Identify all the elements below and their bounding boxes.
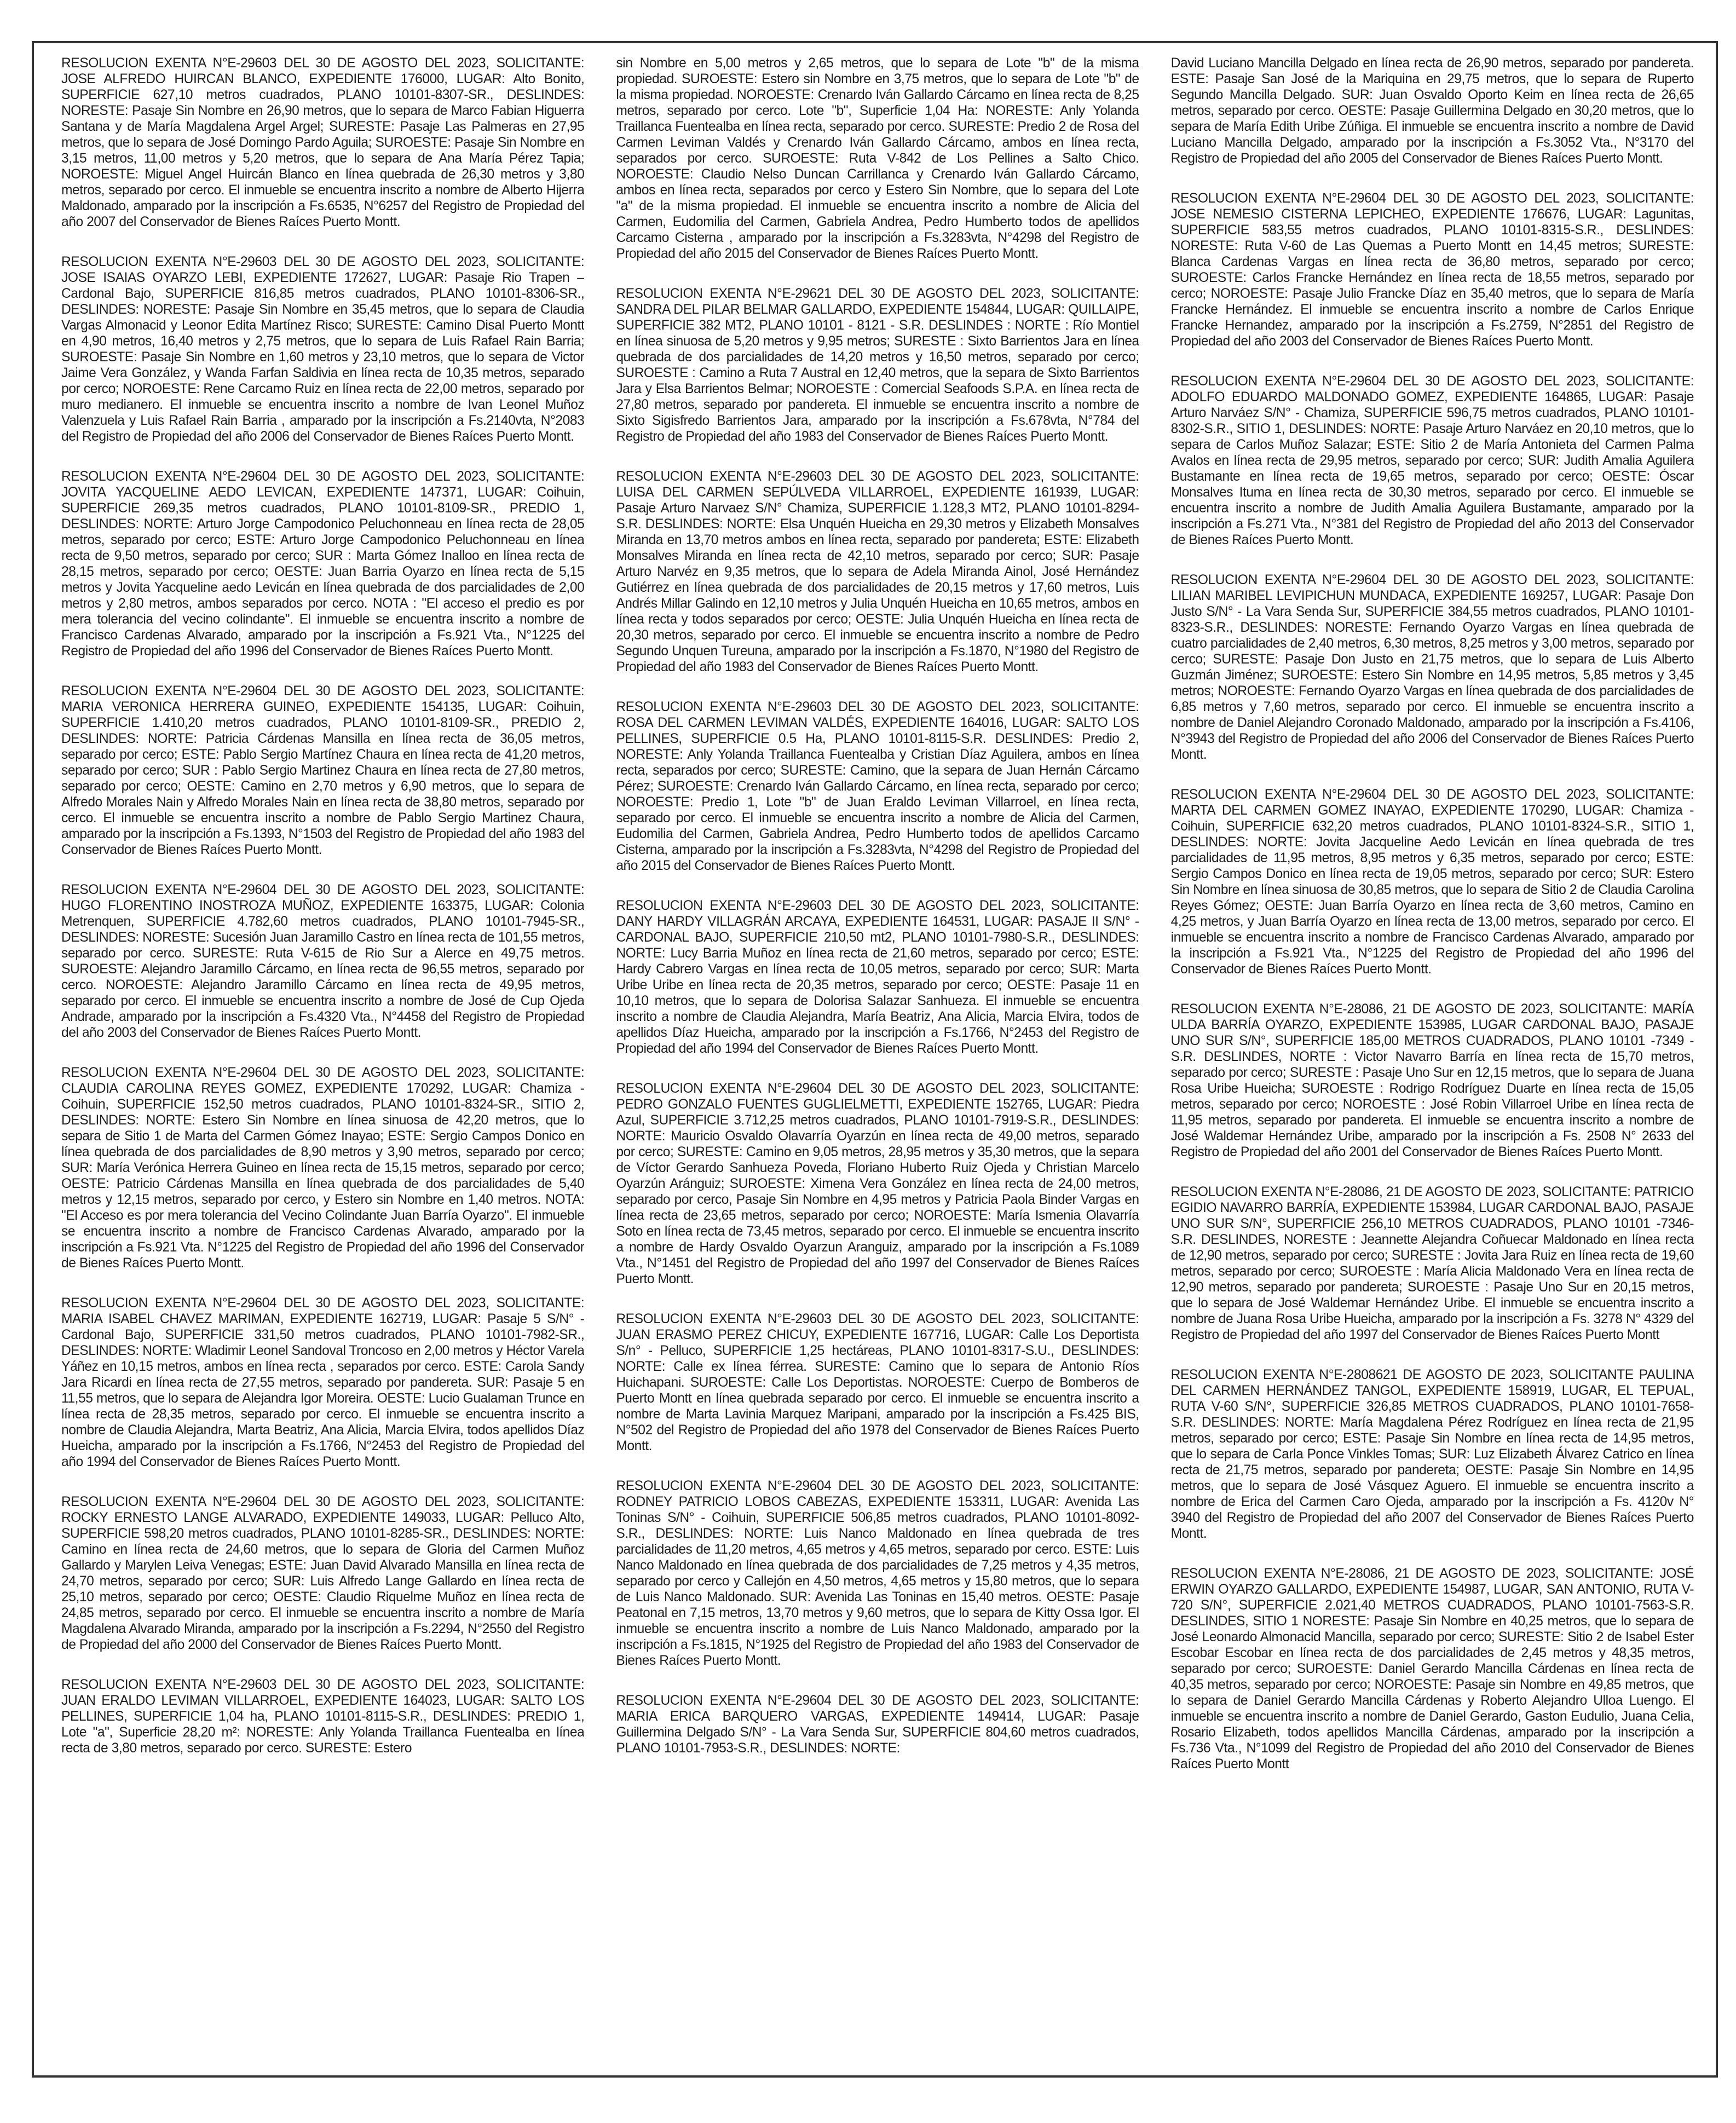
column-middle (616, 55, 1139, 2064)
column-left (61, 55, 584, 2064)
notice-resolution: RESOLUCION EXENTA N°E-29603 DEL 30 DE AGOSTO DEL 2023, SOLICITANTE: DANY HARDY VILLAGRÁN ARCAYA, EXPEDIENTE 164531, LUGAR: PASAJE II S/N° -CARDONAL BAJO, SUPERFICIE 210,50 mt2, PLANO 10101-7980-S.R., DESLINDES: NORTE: Lucy Barria Muñoz en línea recta de 21,60 metros, separado por cerco; ESTE: Hardy Cabrero Vargas en línea recta de 10,05 metros, separado por cerco; SUR: Marta Uribe Uribe en línea recta de 20,35 metros, separado por cerco; OESTE: Pasaje 11 en 10,10 metros, que lo separa de Dolorisa Salazar Sanhueza. El inmueble se encuentra inscrito a nombre de Claudia Alejandra, María Beatriz, Ana Alicia, Marcia Elvira, todos de apellidos Díaz Hueicha, amparado por la inscripción a Fs.1766, N°2453 del Registro de Propiedad del año 1994 del Conservador de Bienes Raíces Puerto Montt. (616, 898, 1139, 1056)
notice-resolution: RESOLUCION EXENTA N°E-29604 DEL 30 DE AGOSTO DEL 2023, SOLICITANTE: PEDRO GONZALO FUENTES GUGLIELMETTI, EXPEDIENTE 152765, LUGAR: Piedra Azul, SUPERFICIE 3.712,25 metros cuadrados, PLANO 10101-7919-S.R., DESLINDES: NORTE: Mauricio Osvaldo Olavarría Oyarzún en línea recta de 49,00 metros, separado por cerco; SURESTE: Camino en 9,05 metros, 28,95 metros y 35,30 metros, que la separa de Víctor Gerardo Sanhueza Poveda, Floriano Huberto Ruiz Ojeda y Christian Marcelo Oyarzún Aránguiz; SUROESTE: Ximena Vera González en línea recta de 24,00 metros, separado por cerco, Pasaje Sin Nombre en 4,95 metros y Patricia Paola Binder Vargas en línea recta de 23,65 metros, separado por cerco; NOROESTE: María Ismenia Olavarría Soto en línea recta de 73,45 metros, separado por cerco. El inmueble se encuentra inscrito a nombre de Hardy Osvaldo Oyarzun Aranguiz, amparado por la inscripción a Fs.1089 Vta., N°1451 del Registro de Propiedad del año 1997 del Conservador de Bienes Raíces Puerto Montt. (616, 1081, 1139, 1287)
notice-resolution: RESOLUCION EXENTA N°E-29603 DEL 30 DE AGOSTO DEL 2023, SOLICITANTE: ROSA DEL CARMEN LEVIMAN VALDÉS, EXPEDIENTE 164016, LUGAR: SALTO LOS PELLINES, SUPERFICIE 0.5 Ha, PLANO 10101-8115-S.R. DESLINDES: Predio 2, NORESTE: Anly Yolanda Traillanca Fuentealba y Cristian Díaz Aguilera, ambos en línea recta, separados por cerco; SURESTE: Camino, que la separa de Juan Hernán Cárcamo Pérez; SUROESTE: Crenardo Iván Gallardo Cárcamo, en línea recta, separado por cerco; NOROESTE: Predio 1, Lote "b" de Juan Eraldo Leviman Villarroel, en línea recta, separado por cerco. El inmueble se encuentra inscrito a nombre de Alicia del Carmen, Eudomilia del Carmen, Gabriela Andrea, Pedro Humberto todos de apellidos Carcamo Cisterna, amparado por la inscripción a Fs.3283vta, N°4298 del Registro de Propiedad del año 2015 del Conservador de Bienes Raíces Puerto Montt. (616, 700, 1139, 873)
notice-resolution: RESOLUCION EXENTA N°E-29621 DEL 30 DE AGOSTO DEL 2023, SOLICITANTE: SANDRA DEL PILAR BELMAR GALLARDO, EXPEDIENTE 154844, LUGAR: QUILLAIPE, SUPERFICIE 382 MT2, PLANO 10101 - 8121 - S.R. DESLINDES : NORTE : Río Montiel en línea sinuosa de 5,20 metros y 9,95 metros; SURESTE : Sixto Barrientos Jara en línea quebrada de dos parcialidades de 14,20 metros y 16,50 metros, separado por cerco; SUROESTE : Camino a Ruta 7 Austral en 12,40 metros, que la separa de Sixto Barrientos Jara y Elsa Barrientos Belmar; NOROESTE : Comercial Seafoods S.P.A. en línea recta de 27,80 metros, separado por pandereta. El inmueble se encuentra inscrito a nombre de Sixto Sigisfredo Barrientos Jara, amparado por la inscripción a Fs.678vta, N°784 del Registro de Propiedad del año 1983 del Conservador de Bienes Raíces Puerto Montt. (616, 286, 1139, 444)
notice-resolution: RESOLUCION EXENTA N°E-29604 DEL 30 DE AGOSTO DEL 2023, SOLICITANTE: JOSE NEMESIO CISTERNA LEPICHEO, EXPEDIENTE 176676, LUGAR: Lagunitas, SUPERFICIE 583,55 metros cuadrados, PLANO 10101-8315-S.R., DESLINDES: NORESTE: Ruta V-60 de Las Quemas a Puerto Montt en 14,45 metros; SURESTE: Blanca Cardenas Vargas en línea recta de 36,80 metros, separado por cerco; SUROESTE: Carlos Francke Hernández en línea recta de 18,55 metros, separado por cerco; NOROESTE: Pasaje Julio Francke Díaz en 35,40 metros, que lo separa de María Francke Hernández. El inmueble se encuentra inscrito a nombre de Carlos Enrique Francke Hernandez, amparado por la inscripción a Fs.2759, N°2851 del Registro de Propiedad del año 2003 del Conservador de Bienes Raíces Puerto Montt. (1170, 191, 1694, 349)
notice-resolution: RESOLUCION EXENTA N°E-28086, 21 DE AGOSTO DE 2023, SOLICITANTE: MARÍA ULDA BARRÍA OYARZO, EXPEDIENTE 153985, LUGAR CARDONAL BAJO, PASAJE UNO SUR S/N°, SUPERFICIE 185,00 METROS CUADRADOS, PLANO 10101 -7349 - S.R. DESLINDES, NORTE : Victor Navarro Barría en línea recta de 15,70 metros, separado por cerco; SURESTE : Pasaje Uno Sur en 12,15 metros, que lo separa de Juana Rosa Uribe Hueicha; SUROESTE : Rodrigo Rodríguez Duarte en línea recta de 15,05 metros, separado por cerco; NOROESTE : José Robin Villarroel Uribe en línea recta de 11,95 metros, separado por pandereta. El inmueble se encuentra inscrito a nombre de José Waldemar Hernández Uribe, amparado por la inscripción a Fs. 2508 N° 2633 del Registro de Propiedad del año 2001 del Conservador de Bienes Raíces Puerto Montt. (1170, 1002, 1694, 1159)
notice-resolution: RESOLUCION EXENTA N°E-28086, 21 DE AGOSTO DE 2023, SOLICITANTE: JOSÉ ERWIN OYARZO GALLARDO, EXPEDIENTE 154987, LUGAR, SAN ANTONIO, RUTA V-720 S/N°, SUPERFICIE 2.021,40 METROS CUADRADOS, PLANO 10101-7563-S.R. DESLINDES, SITIO 1 NORESTE: Pasaje Sin Nombre en 40,25 metros, que lo separa de José Leonardo Almonacid Mancilla, separado por cerco; SURESTE: Sitio 2 de Isabel Ester Escobar Escobar en línea recta de dos parcialidades de 2,45 metros y 48,35 metros, separado por cerco; SUROESTE: Daniel Gerardo Mancilla Cárdenas en línea recta de 40,35 metros, separado por cerco; NOROESTE: Pasaje sin Nombre en 49,85 metros, que lo separa de Daniel Gerardo Mancilla Cárdenas y Roberto Alejandro Ulloa Luengo. El inmueble se encuentra inscrito a nombre de Daniel Gerardo, Gaston Eudulio, Juana Celia, Rosario Elizabeth, todos apellidos Mancilla Cárdenas, amparado por la inscripción a Fs.736 Vta., N°1099 del Registro de Propiedad del año 2010 del Conservador de Bienes Raíces Puerto Montt (1170, 1566, 1694, 1772)
notice-resolution: RESOLUCION EXENTA N°E-2808621 DE AGOSTO DE 2023, SOLICITANTE PAULINA DEL CARMEN HERNÁNDEZ TANGOL, EXPEDIENTE 158919, LUGAR, EL TEPUAL, RUTA V-60 S/N°, SUPERFICIE 326,85 METROS CUADRADOS, PLANO 10101-7658-S.R. DESLINDES: NORTE: María Magdalena Pérez Rodríguez en línea recta de 21,95 metros, separado por cerco; ESTE: Pasaje Sin Nombre en línea recta de 14,95 metros, que lo separa de Carla Ponce Vinkles Tomas; SUR: Luz Elizabeth Álvarez Catrico en línea recta de 21,75 metros, separado por pandereta; OESTE: Pasaje Sin Nombre en 14,95 metros, que lo separa de José Vásquez Aguero. El inmueble se encuentra inscrito a nombre de Erica del Carmen Caro Ojeda, amparado por la inscripción a Fs. 4120v N° 3940 del Registro de Propiedad del año 2007 del Conservador de Bienes Raíces Puerto Montt. (1170, 1368, 1694, 1541)
notice-resolution: RESOLUCION EXENTA N°E-28086, 21 DE AGOSTO DE 2023, SOLICITANTE: PATRICIO EGIDIO NAVARRO BARRÍA, EXPEDIENTE 153984, LUGAR CARDONAL BAJO, PASAJE UNO SUR S/N°, SUPERFICIE 256,10 METROS CUADRADOS, PLANO 10101 -7346- S.R. DESLINDES, NORESTE : Jeannette Alejandra Coñuecar Maldonado en línea recta de 12,90 metros, separado por cerco; SURESTE : Jovita Jara Ruiz en línea recta de 19,60 metros, separado por cerco; SUROESTE : María Alicia Maldonado Vera en línea recta de 12,90 metros, separado por pandereta; SUROESTE : Pasaje Uno Sur en 20,15 metros, que lo separa de José Waldemar Hernández Uribe. El inmueble se encuentra inscrito a nombre de Juana Rosa Uribe Hueicha, amparado por la inscripción a Fs. 3278 N° 4329 del Registro de Propiedad del año 1997 del Conservador de Bienes Raíces Puerto Montt (1170, 1185, 1694, 1342)
notice-resolution: RESOLUCION EXENTA N°E-29604 DEL 30 DE AGOSTO DEL 2023, SOLICITANTE: MARTA DEL CARMEN GOMEZ INAYAO, EXPEDIENTE 170290, LUGAR: Chamiza - Coihuin, SUPERFICIE 632,20 metros cuadrados, PLANO 10101-8324-S.R., SITIO 1, DESLINDES: NORTE: Jovita Jacqueline Aedo Levicán en línea quebrada de tres parcialidades de 11,95 metros, 8,95 metros y 6,35 metros, separado por cerco; ESTE: Sergio Campos Donico en línea recta de 19,05 metros, separado por cerco; SUR: Estero Sin Nombre en línea sinuosa de 30,85 metros, que lo separa de Sitio 2 de Claudia Carolina Reyes Gómez; OESTE: Juan Barría Oyarzo en línea recta de 3,60 metros, Camino en 4,25 metros, y Juan Barría Oyarzo en línea recta de 13,00 metros, separado por cerco. El inmueble se encuentra inscrito a nombre de Francisco Cardenas Alvarado, amparado por la inscripción a Fs.921 Vta., N°1225 del Registro de Propiedad del año 1996 del Conservador de Bienes Raíces Puerto Montt. (1170, 787, 1694, 977)
notice-resolution: RESOLUCION EXENTA N°E-29604 DEL 30 DE AGOSTO DEL 2023, SOLICITANTE: MARIA ISABEL CHAVEZ MARIMAN, EXPEDIENTE 162719, LUGAR: Pasaje 5 S/N° - Cardonal Bajo, SUPERFICIE 331,50 metros cuadrados, PLANO 10101-7982-SR., DESLINDES: NORTE: Wladimir Leonel Sandoval Troncoso en 2,00 metros y Héctor Varela Yáñez en 10,15 metros, ambos en línea recta , separados por cerco. ESTE: Carola Sandy Jara Ricardi en línea recta de 27,55 metros, separado por pandereta. SUR: Pasaje 5 en 11,55 metros, que lo separa de Alejandra Igor Moreira. OESTE: Lucio Gualaman Trunce en línea recta de 28,35 metros, separado por cerco. El inmueble se encuentra inscrito a nombre de Claudia Alejandra, Marta Beatriz, Ana Alicia, Marcia Elvira, todos apellidos Díaz Hueicha, amparado por la inscripción a Fs.1766, N°2453 del Registro de Propiedad del año 1994 del Conservador de Bienes Raíces Puerto Montt. (61, 1296, 585, 1469)
notices-columns (61, 55, 1694, 2064)
notice-resolution: RESOLUCION EXENTA N°E-29604 DEL 30 DE AGOSTO DEL 2023, SOLICITANTE: CLAUDIA CAROLINA REYES GOMEZ, EXPEDIENTE 170292, LUGAR: Chamiza - Coihuin, SUPERFICIE 152,50 metros cuadrados, PLANO 10101-8324-SR., SITIO 2, DESLINDES: NORTE: Estero Sin Nombre en línea sinuosa de 42,20 metros, que lo separa de Sitio 1 de Marta del Carmen Gómez Inayao; ESTE: Sergio Campos Donico en línea quebrada de dos parcialidades de 8,90 metros y 3,90 metros, separado por cerco; SUR: María Verónica Herrera Guineo en línea recta de 15,15 metros, separado por cerco; OESTE: Patricio Cárdenas Mansilla en línea quebrada de dos parcialidades de 5,40 metros y 12,15 metros, separado por cerco, y Estero sin Nombre en 1,40 metros. NOTA: "El Acceso es por mera tolerancia del Vecino Colindante Juan Barría Oyarzo". El inmueble se encuentra inscrito a nombre de Francisco Cardenas Alvarado, amparado por la inscripción a Fs.921 Vta. N°1225 del Registro de Propiedad del año 1996 del Conservador de Bienes Raíces Puerto Montt. (61, 1065, 585, 1271)
notice-resolution: RESOLUCION EXENTA N°E-29604 DEL 30 DE AGOSTO DEL 2023, SOLICITANTE: JOVITA YACQUELINE AEDO LEVICAN, EXPEDIENTE 147371, LUGAR: Coihuin, SUPERFICIE 269,35 metros cuadrados, PLANO 10101-8109-SR., PREDIO 1, DESLINDES: NORTE: Arturo Jorge Campodonico Peluchonneau en línea recta de 28,05 metros, separado por cerco; ESTE: Arturo Jorge Campodonico Peluchonneau en línea recta de 9,50 metros, separado por cerco; SUR : Marta Gómez Inalloo en línea recta de 28,15 metros, separado por cerco; OESTE: Juan Barria Oyarzo en línea recta de 5,15 metros y Jovita Yacqueline aedo Levicán en línea quebrada de dos parcialidades de 2,00 metros y 2,80 metros, ambos separados por cerco. NOTA : "El acceso el predio es por mera tolerancia del vecino colindante". El inmueble se encuentra inscrito a nombre de Francisco Cardenas Alvarado, amparado por la inscripción a Fs.921 Vta., N°1225 del Registro de Propiedad del año 1996 del Conservador de Bienes Raíces Puerto Montt. (61, 469, 585, 659)
notice-resolution: RESOLUCION EXENTA N°E-29604 DEL 30 DE AGOSTO DEL 2023, SOLICITANTE: RODNEY PATRICIO LOBOS CABEZAS, EXPEDIENTE 153311, LUGAR: Avenida Las Toninas S/N° - Coihuin, SUPERFICIE 506,85 metros cuadrados, PLANO 10101-8092-S.R., DESLINDES: NORTE: Luis Nanco Maldonado en línea quebrada de tres parcialidades de 11,20 metros, 4,65 metros y 4,65 metros, separado por cerco. ESTE: Luis Nanco Maldonado en línea quebrada de dos parcialidades de 7,25 metros y 4,35 metros, separado por cerco y Callejón en 4,50 metros, 4,65 metros y 15,80 metros, que lo separa de Luis Nanco Maldonado. SUR: Avenida Las Toninas en 15,40 metros. OESTE: Pasaje Peatonal en 7,15 metros, 13,70 metros y 9,60 metros, que lo separa de Kitty Ossa Igor. El inmueble se encuentra inscrito a nombre de Luis Nanco Maldonado, amparado por la inscripción a Fs.1815, N°1925 del Registro de Propiedad del año 1983 del Conservador de Bienes Raíces Puerto Montt. (616, 1479, 1139, 1668)
notice-resolution: sin Nombre en 5,00 metros y 2,65 metros, que lo separa de Lote "b" de la misma propiedad. SUROESTE: Estero sin Nombre en 3,75 metros, que lo separa de Lote "b" de la misma propiedad. NOROESTE: Crenardo Iván Gallardo Cárcamo en línea recta de 8,25 metros, separado por cerco. Lote "b", Superficie 1,04 Ha: NORESTE: Anly Yolanda Traillanca Fuentealba en línea recta, separado por cerco. SURESTE: Predio 2 de Rosa del Carmen Leviman Valdés y Crenardo Iván Gallardo Cárcamo, ambos en línea recta, separados por cerco. SUROESTE: Ruta V-842 de Los Pellines a Salto Chico. NOROESTE: Claudio Nelso Duncan Carrillanca y Crenardo Iván Gallardo Cárcamo, ambos en línea recta, separados por cerco y Estero Sin Nombre, que lo separa del Lote "a" de la misma propiedad. El inmueble se encuentra inscrito a nombre de Alicia del Carmen, Eudomilia del Carmen, Gabriela Andrea, Pedro Humberto todos de apellidos Carcamo Cisterna , amparado por la inscripción a Fs.3283vta, N°4298 del Registro de Propiedad del año 2015 del Conservador de Bienes Raíces Puerto Montt. (616, 56, 1139, 261)
notice-resolution: RESOLUCION EXENTA N°E-29603 DEL 30 DE AGOSTO DEL 2023, SOLICITANTE: JOSE ALFREDO HUIRCAN BLANCO, EXPEDIENTE 176000, LUGAR: Alto Bonito, SUPERFICIE 627,10 metros cuadrados, PLANO 10101-8307-SR., DESLINDES: NORESTE: Pasaje Sin Nombre en 26,90 metros, que lo separa de Marco Fabian Higuerra Santana y de María Magdalena Argel Argel; SURESTE: Pasaje Las Palmeras en 27,95 metros, que lo separa de José Domingo Pardo Aguila; SUROESTE: Pasaje Sin Nombre en 3,15 metros, 11,00 metros y 5,20 metros, que lo separa de Ana María Pérez Tapia; NOROESTE: Miguel Angel Huircán Blanco en línea quebrada de 26,30 metros y 3,80 metros, separado por cerco. El inmueble se encuentra inscrito a nombre de Alberto Hijerra Maldonado, amparado por la inscripción a Fs.6535, N°6257 del Registro de Propiedad del año 2007 del Conservador de Bienes Raíces Puerto Montt. (61, 56, 585, 229)
notice-resolution: RESOLUCION EXENTA N°E-29604 DEL 30 DE AGOSTO DEL 2023, SOLICITANTE: ROCKY ERNESTO LANGE ALVARADO, EXPEDIENTE 149033, LUGAR: Pelluco Alto, SUPERFICIE 598,20 metros cuadrados, PLANO 10101-8285-SR., DESLINDES: NORTE: Camino en línea recta de 24,60 metros, que lo separa de Gloria del Carmen Muñoz Gallardo y Marylen Leiva Venegas; ESTE: Juan David Alvarado Mansilla en línea recta de 24,70 metros, separado por cerco; SUR: Luis Alfredo Lange Gallardo en línea recta de 25,10 metros, separado por cerco; OESTE: Claudio Riquelme Muñoz en línea recta de 24,85 metros, separado por cerco. El inmueble se encuentra inscrito a nombre de María Magdalena Alvarado Miranda, amparado por la inscripción a Fs.2294, N°2550 del Registro de Propiedad del año 2000 del Conservador de Bienes Raíces Puerto Montt. (61, 1495, 585, 1652)
notice-resolution: RESOLUCION EXENTA N°E-29604 DEL 30 DE AGOSTO DEL 2023, SOLICITANTE: HUGO FLORENTINO INOSTROZA MUÑOZ, EXPEDIENTE 163375, LUGAR: Colonia Metrenquen, SUPERFICIE 4.782,60 metros cuadrados, PLANO 10101-7945-SR., DESLINDES: NORESTE: Sucesión Juan Jaramillo Castro en línea recta de 101,55 metros, separado por cerco. SURESTE: Ruta V-615 de Rio Sur a Alerce en 49,75 metros. SUROESTE: Alejandro Jaramillo Cárcamo, en línea recta de 96,55 metros, separado por cerco. NOROESTE: Alejandro Jaramillo Cárcamo en línea recta de 49,95 metros, separado por cerco. El inmueble se encuentra inscrito a nombre de José de Cup Ojeda Andrade, amparado por la inscripción a Fs.4320 Vta., N°4458 del Registro de Propiedad del año 2003 del Conservador de Bienes Raíces Puerto Montt. (61, 882, 585, 1040)
page-frame (32, 41, 1718, 2078)
notice-resolution: RESOLUCION EXENTA N°E-29604 DEL 30 DE AGOSTO DEL 2023, SOLICITANTE: LILIAN MARIBEL LEVIPICHUN MUNDACA, EXPEDIENTE 169257, LUGAR: Pasaje Don Justo S/N° - La Vara Senda Sur, SUPERFICIE 384,55 metros cuadrados, PLANO 10101-8323-S.R., DESLINDES: NORESTE: Fernando Oyarzo Vargas en línea quebrada de cuatro parcialidades de 2,40 metros, 6,30 metros, 8,25 metros y 3,00 metros, separado por cerco; SURESTE: Pasaje Don Justo en 21,75 metros, que lo separa de Luis Alberto Guzmán Jiménez; SUROESTE: Estero Sin Nombre en 14,95 metros, 5,85 metros y 3,45 metros; NOROESTE: Fernando Oyarzo Vargas en línea quebrada de dos parcialidades de 6,85 metros y 7,60 metros, separado por cerco. El inmueble se encuentra inscrito a nombre de Daniel Alejandro Coronado Maldonado, amparado por la inscripción a Fs.4106, N°3943 del Registro de Propiedad del año 2006 del Conservador de Bienes Raíces Puerto Montt. (1170, 573, 1694, 762)
notice-resolution: RESOLUCION EXENTA N°E-29604 DEL 30 DE AGOSTO DEL 2023, SOLICITANTE: MARIA VERONICA HERRERA GUINEO, EXPEDIENTE 154135, LUGAR: Coihuin, SUPERFICIE 1.410,20 metros cuadrados, PLANO 10101-8109-SR., PREDIO 2, DESLINDES: NORTE: Patricia Cárdenas Mansilla en línea recta de 36,05 metros, separado por cerco; ESTE: Pablo Sergio Martínez Chaura en línea recta de 41,20 metros, separado por cerco; SUR : Pablo Sergio Martinez Chaura en línea recta de 27,80 metros, separado por cerco; OESTE: Camino en 2,70 metros y 6,90 metros, que lo separa de Alfredo Morales Nain y Alfredo Morales Nain en línea recta de 38,80 metros, separado por cerco. El inmueble se encuentra inscrito a nombre de Pablo Sergio Martinez Chaura, amparado por la inscripción a Fs.1393, N°1503 del Registro de Propiedad del año 1983 del Conservador de Bienes Raíces Puerto Montt. (61, 684, 585, 857)
notice-resolution: David Luciano Mancilla Delgado en línea recta de 26,90 metros, separado por pandereta. ESTE: Pasaje San José de la Mariquina en 29,75 metros, que lo separa de Ruperto Segundo Mancilla Delgado. SUR: Juan Osvaldo Oporto Keim en línea recta de 26,65 metros, separado por cerco. OESTE: Pasaje Guillermina Delgado en 30,20 metros, que lo separa de María Edith Uribe Zúñiga. El inmueble se encuentra inscrito a nombre de David Luciano Mancilla Delgado, amparado por la inscripción a Fs.3052 Vta., N°3170 del Registro de Propiedad del año 2005 del Conservador de Bienes Raíces Puerto Montt. (1170, 56, 1694, 166)
notice-resolution: RESOLUCION EXENTA N°E-29604 DEL 30 DE AGOSTO DEL 2023, SOLICITANTE: MARIA ERICA BARQUERO VARGAS, EXPEDIENTE 149414, LUGAR: Pasaje Guillermina Delgado S/N° - La Vara Senda Sur, SUPERFICIE 804,60 metros cuadrados, PLANO 10101-7953-S.R., DESLINDES: NORTE: (616, 1693, 1139, 1756)
notice-resolution: RESOLUCION EXENTA N°E-29603 DEL 30 DE AGOSTO DEL 2023, SOLICITANTE: JUAN ERASMO PEREZ CHICUY, EXPEDIENTE 167716, LUGAR: Calle Los Deportista S/n° - Pelluco, SUPERFICIE 1,25 hectáreas, PLANO 10101-8317-S.U., DESLINDES: NORTE: Calle ex línea férrea. SURESTE: Camino que lo separa de Antonio Ríos Huichapani. SUROESTE: Calle Los Deportistas. NOROESTE: Cuerpo de Bomberos de Puerto Montt en línea quebrada separado por cerco. El inmueble se encuentra inscrito a nombre de Marta Lavinia Marquez Maripani, amparado por la inscripción a Fs.425 BIS, N°502 del Registro de Propiedad del año 1978 del Conservador de Bienes Raíces Puerto Montt. (616, 1312, 1139, 1453)
notice-resolution: RESOLUCION EXENTA N°E-29603 DEL 30 DE AGOSTO DEL 2023, SOLICITANTE: JOSE ISAIAS OYARZO LEBI, EXPEDIENTE 172627, LUGAR: Pasaje Rio Trapen – Cardonal Bajo, SUPERFICIE 816,85 metros cuadrados, PLANO 10101-8306-SR., DESLINDES: NORESTE: Pasaje Sin Nombre en 35,45 metros, que lo separa de Claudia Vargas Almonacid y Leonor Edita Martínez Risco; SURESTE: Camino Disal Puerto Montt en 4,90 metros, 16,40 metros y 2,75 metros, que lo separa de Luis Rafael Rain Barria; SUROESTE: Pasaje Sin Nombre en 1,60 metros y 23,10 metros, que lo separa de Victor Jaime Vera González, y Wanda Farfan Saldivia en línea recta de 10,35 metros, separado por cerco; NOROESTE: Rene Carcamo Ruiz en línea recta de 22,00 metros, separado por muro medianero. El inmueble se encuentra inscrito a nombre de Ivan Leonel Muñoz Valenzuela y Luis Rafael Rain Barria , amparado por la inscripción a Fs.2140vta, N°2083 del Registro de Propiedad del año 2006 del Conservador de Bienes Raíces Puerto Montt. (61, 255, 585, 444)
notice-resolution: RESOLUCION EXENTA N°E-29604 DEL 30 DE AGOSTO DEL 2023, SOLICITANTE: ADOLFO EDUARDO MALDONADO GOMEZ, EXPEDIENTE 164865, LUGAR: Pasaje Arturo Narváez S/N° - Chamiza, SUPERFICIE 596,75 metros cuadrados, PLANO 10101-8302-S.R., SITIO 1, DESLINDES: NORTE: Pasaje Arturo Narváez en 20,10 metros, que lo separa de Carlos Muñoz Salazar; ESTE: Sitio 2 de María Antonieta del Carmen Palma Avalos en línea recta de 29,95 metros, separado por cerco; SUR: Judith Amalia Aguilera Bustamante en línea recta de 19,65 metros, separado por cerco; OESTE: Óscar Monsalves Ituma en línea recta de 30,30 metros, separado por cerco. El inmueble se encuentra inscrito a nombre de Judith Amalia Aguilera Bustamante, amparado por la inscripción a Fs.271 Vta., N°381 del Registro de Propiedad del año 2013 del Conservador de Bienes Raíces Puerto Montt. (1170, 374, 1694, 547)
notice-resolution: RESOLUCION EXENTA N°E-29603 DEL 30 DE AGOSTO DEL 2023, SOLICITANTE: JUAN ERALDO LEVIMAN VILLARROEL, EXPEDIENTE 164023, LUGAR: SALTO LOS PELLINES, SUPERFICIE 1,04 ha, PLANO 10101-8115-S.R., DESLINDES: PREDIO 1, Lote "a", Superficie 28,20 m²: NORESTE: Anly Yolanda Traillanca Fuentealba en línea recta de 3,80 metros, separado por cerco. SURESTE: Estero (61, 1677, 585, 1756)
notice-resolution: RESOLUCION EXENTA N°E-29603 DEL 30 DE AGOSTO DEL 2023, SOLICITANTE: LUISA DEL CARMEN SEPÚLVEDA VILLARROEL, EXPEDIENTE 161939, LUGAR: Pasaje Arturo Narvaez S/N° Chamiza, SUPERFICIE 1.128,3 MT2, PLANO 10101-8294-S.R. DESLINDES: NORTE: Elsa Unquén Hueicha en 29,30 metros y Elizabeth Monsalves Miranda en 13,70 metros ambos en línea recta, separado por pandereta; ESTE: Elizabeth Monsalves Miranda en línea recta de 42,10 metros, separado por cerco; SUR: Pasaje Arturo Narvéz en 9,35 metros, que lo separa de Adela Miranda Ainol, José Hernández Gutiérrez en línea quebrada de dos parcialidades de 20,15 metros y 17,60 metros, Luis Andrés Millar Galindo en 12,10 metros y Julia Unquén Hueicha en 10,65 metros, ambos en línea recta y todos separados por cerco; OESTE: Julia Unquén Hueicha en línea recta de 20,30 metros, separado por cerco. El inmueble se encuentra inscrito a nombre de Pedro Segundo Unquen Tureuna, amparado por la inscripción a Fs.1870, N°1980 del Registro de Propiedad del año 1983 del Conservador de Bienes Raíces Puerto Montt. (616, 469, 1139, 674)
column-right (1171, 55, 1694, 2064)
